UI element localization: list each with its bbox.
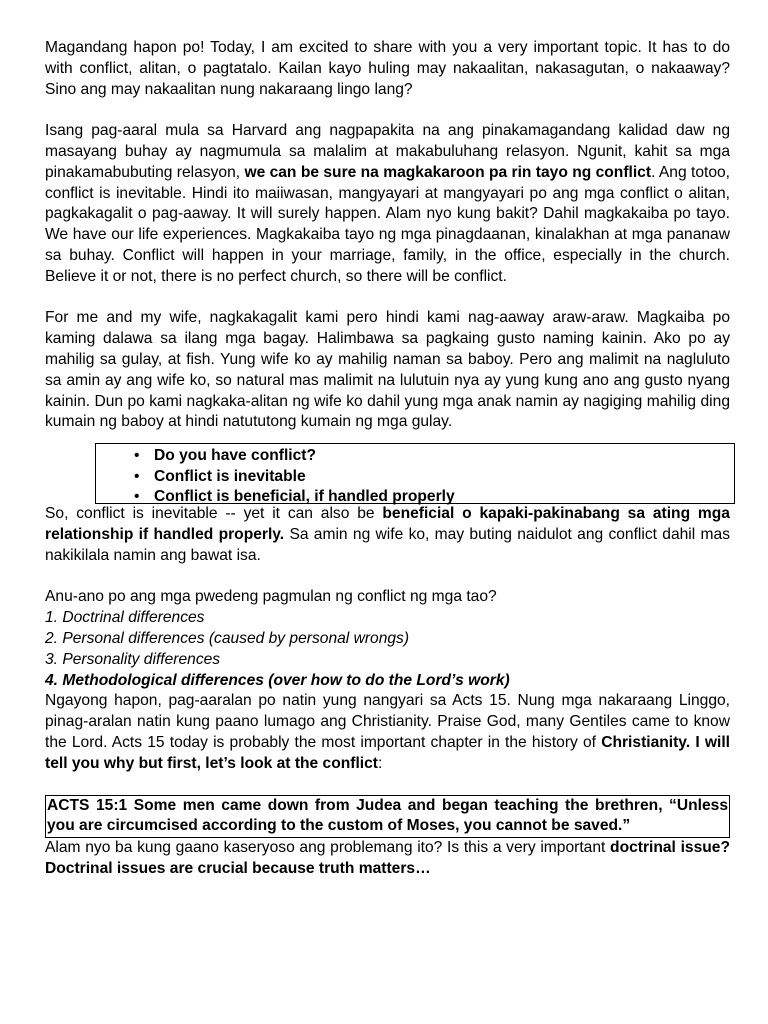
key-point-text: Conflict is beneficial, if handled properly: [154, 488, 455, 506]
harvard-paragraph-bold: we can be sure na magkakaroon pa rin tayo ng conflict: [244, 163, 652, 181]
key-point-text: Conflict is inevitable: [154, 467, 306, 485]
beneficial-paragraph-text-2: Sa amin ng wife ko, may buting naidulot ang conflict dahil mas nakikilala namin ang bawat isa.: [45, 525, 730, 564]
acts-paragraph-bold: Christianity. I will tell you why but first, let’s look at the conflict: [45, 733, 730, 772]
beneficial-paragraph-text-1: So, conflict is inevitable -- yet it can also be: [45, 505, 383, 523]
scripture-box: [45, 795, 730, 839]
document-page: [45, 38, 730, 880]
key-point-text: Do you have conflict?: [154, 447, 317, 465]
intro-paragraph: Magandang hapon po! Today, I am excited to share with you a very important topic. It has to do with conflict, alitan, o pagtatalo. Kailan kayo huling may nakaalitan, nakasagutan, o nakaaway? Sino ang may nakaalitan nung nakaraang lingo lang?: [45, 39, 730, 98]
beneficial-paragraph: [45, 504, 730, 566]
scripture-text: ACTS 15:1 Some men came down from Judea and began teaching the brethren, “Unless you are circumcised according to the custom of Moses, you cannot be saved.”: [47, 796, 728, 835]
harvard-paragraph-text-2: . Ang totoo, conflict is inevitable. Hindi ito maiiwasan, mangyayari at mangyayari po ang mga conflict o alitan, pagkakagalit o pag-aaway. It will surely happen. Alam nyo kung bakit? Dahil magkakaiba po tayo. We have our life experiences. Magkakaiba tayo ng mga pinagdaanan, kinalakhan at mga pananaw sa buhay. Conflict will happen in your marriage, family, in the office, especially in the church. Believe it or not, there is no perfect church, so there will be conflict.: [45, 163, 731, 285]
acts-paragraph-text-2: :: [378, 754, 383, 772]
source-item: 3. Personality differences: [45, 650, 221, 668]
harvard-paragraph: [45, 121, 730, 287]
key-point-item: [96, 487, 734, 508]
bullet-icon: •: [134, 488, 140, 506]
acts-paragraph: [45, 691, 730, 774]
harvard-paragraph-text-1: Isang pag-aaral mula sa Harvard ang nagpapakita na ang pinakamagandang kalidad daw ng masayang buhay ay nagmumula sa malalim at makabuluhang relasyon. Ngunit, kahit sa mga pinakamabubuting relasyon,: [45, 122, 730, 181]
bullet-icon: •: [134, 447, 140, 465]
source-item: 2. Personal differences (caused by personal wrongs): [45, 629, 410, 647]
source-item: 1. Doctrinal differences: [45, 609, 205, 627]
key-points-box: [95, 443, 735, 504]
beneficial-paragraph-bold: beneficial o kapaki-pakinabang sa ating mga relationship if handled properly.: [45, 505, 730, 543]
key-points-list: [96, 446, 734, 508]
bullet-icon: •: [134, 467, 140, 485]
sources-question: Anu-ano po ang mga pwedeng pagmulan ng conflict ng mga tao?: [45, 588, 497, 606]
closing-paragraph: [45, 838, 730, 880]
key-point-item: [96, 467, 734, 488]
wife-paragraph: For me and my wife, nagkakagalit kami pero hindi kami nag-aaway araw-araw. Magkaiba po kaming dalawa sa ilang mga bagay. Halimbawa sa pagkaing gusto naming kainin. Ako po ay mahilig sa gulay, at fish. Yung wife ko ay mahilig naman sa baboy. Pero ang malimit na nagluluto sa amin ay ang wife ko, so natural mas malimit na lulutuin nya ay yung kung ano ang gusto nyang kainin. Dun po kami nagkaka-alitan ng wife ko dahil yung mga anak namin ay nagiging mahilig ding kumain ng baboy at hindi natututong kumain ng mga gulay.: [45, 309, 730, 431]
closing-paragraph-text-1: Alam nyo ba kung gaano kaseryoso ang problemang ito? Is this a very important: [45, 839, 611, 857]
closing-paragraph-bold: doctrinal issue? Doctrinal issues are crucial because truth matters…: [45, 839, 730, 877]
source-item: 4. Methodological differences (over how to do the Lord’s work): [45, 671, 510, 689]
acts-paragraph-text-1: Ngayong hapon, pag-aaralan po natin yung nangyari sa Acts 15. Nung mga nakaraang Linggo, pinag-aralan natin kung paano lumago ang Christianity. Praise God, many Gentiles came to know the Lord. Acts 15 today is probably the most important chapter in the history of: [45, 692, 730, 751]
key-point-item: [96, 446, 734, 467]
